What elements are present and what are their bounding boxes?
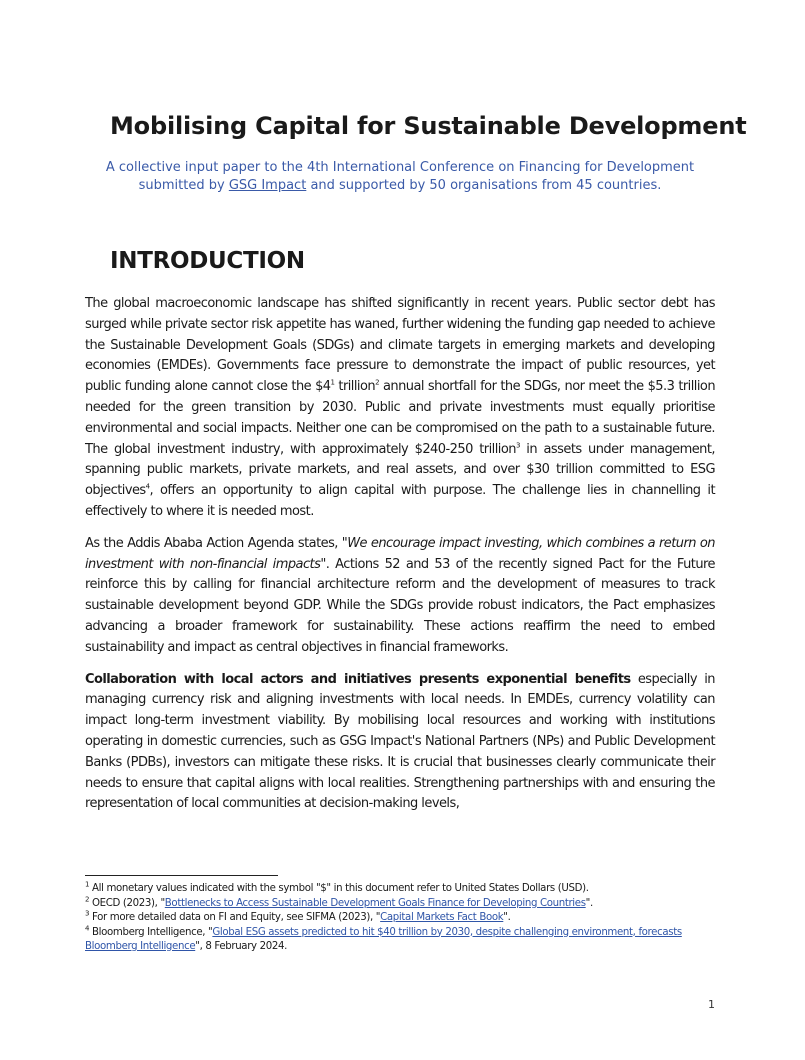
body-text xyxy=(85,294,715,826)
footnote-number: 4 xyxy=(85,924,90,933)
p1-text-4: in assets under management, spanning public markets, private markets, and real assets, and over $30 trillion committed to ESG objectives xyxy=(85,441,715,499)
footnote-divider xyxy=(85,875,278,876)
document-subtitle xyxy=(96,159,704,195)
footnote-text: ", 8 February 2024. xyxy=(195,941,288,952)
p3-bold-lead: Collaboration with local actors and initiatives presents exponential benefits xyxy=(85,671,631,687)
p1-text-3: annual shortfall for the SDGs, nor meet the $5.3 trillion needed for the green transition by 2030. Public and private investments must equally prioritise environmental and social impacts. Neither one can be compromised on the path to a sustainable future. The global investment industry, with approximately $240-250 trillion xyxy=(85,379,716,457)
p2-quote: We encourage impact investing, which combines a return on investment with non-financial impacts xyxy=(85,535,715,572)
p2-text-1: As the Addis Ababa Action Agenda states, " xyxy=(85,535,348,551)
footnote-ref-4[interactable]: 4 xyxy=(145,482,150,491)
footnote-ref-2[interactable]: 2 xyxy=(375,378,379,387)
p1-text-5: , offers an opportunity to align capital with purpose. The challenge lies in channelling it effectively to where it is needed most. xyxy=(85,483,715,519)
subtitle-pre-link: submitted by xyxy=(138,178,229,193)
footnote-3 xyxy=(85,911,715,926)
footnote-4-link[interactable]: Global ESG assets predicted to hit $40 trillion by 2030, despite challenging environment, forecasts Bloomberg Intelligence xyxy=(85,926,682,952)
footnote-number: 2 xyxy=(85,895,90,904)
footnote-text: Bloomberg Intelligence, " xyxy=(92,926,213,938)
p1-text-2: trillion xyxy=(334,379,376,395)
p1-text-1: The global macroeconomic landscape has shifted significantly in recent years. Public sector debt has surged while private sector risk appetite has waned, further widening the funding gap needed to achieve the Sustainable Development Goals (SDGs) and climate targets in emerging markets and developing economies (EMDEs). Governments face pressure to demonstrate the impact of public resources, yet public funding alone cannot close the $4 xyxy=(85,296,715,395)
footnote-number: 1 xyxy=(85,880,90,889)
footnote-2 xyxy=(85,897,715,912)
footnote-1 xyxy=(85,882,715,897)
footnote-text: For more detailed data on FI and Equity, see SIFMA (2023), " xyxy=(92,912,381,923)
footnote-text: ". xyxy=(585,897,593,909)
footnote-ref-1[interactable]: 1 xyxy=(330,378,335,387)
footnote-text: ". xyxy=(503,912,511,923)
gsg-impact-link[interactable]: GSG Impact xyxy=(228,178,307,193)
page-number: 1 xyxy=(708,998,715,1011)
subtitle-post-link: and supported by 50 organisations from 45 countries. xyxy=(306,178,662,193)
paragraph-3 xyxy=(85,670,715,816)
footnotes xyxy=(85,882,715,955)
p3-text: especially in managing currency risk and aligning investments with local needs. In EMDEs, currency volatility can impact long-term investment viability. By mobilising local resources and working with institutions operating in domestic currencies, such as GSG Impact's National Partners (NPs) and Public Development Banks (PDBs), investors can mitigate these risks. It is crucial that businesses clearly communicate their needs to ensure that capital aligns with local realities. Strengthening partnerships with and ensuring the representation of local communities at decision-making levels, xyxy=(85,671,715,812)
footnote-ref-3[interactable]: 3 xyxy=(515,441,520,450)
footnote-2-link[interactable]: Bottlenecks to Access Sustainable Development Goals Finance for Developing Countries xyxy=(164,897,586,909)
footnote-3-link[interactable]: Capital Markets Fact Book xyxy=(380,912,504,923)
footnote-number: 3 xyxy=(85,909,90,918)
footnote-text: All monetary values indicated with the symbol "$" in this document refer to United States Dollars (USD). xyxy=(92,883,589,894)
document-title: Mobilising Capital for Sustainable Development xyxy=(110,112,747,140)
paragraph-1 xyxy=(85,294,715,523)
footnote-text: OECD (2023), " xyxy=(92,897,165,909)
footnote-4 xyxy=(85,926,715,955)
subtitle-line-1: A collective input paper to the 4th International Conference on Financing for Development xyxy=(105,160,695,175)
p2-text-2: ". Actions 52 and 53 of the recently signed Pact for the Future reinforce this by calling for financial architecture reform and the development of measures to track sustainable development beyond GDP. While the SDGs provide robust indicators, the Pact emphasizes advancing a broader framework for sustainability. These actions reaffirm the need to embed sustainability and impact as central objectives in financial frameworks. xyxy=(85,556,715,655)
paragraph-2 xyxy=(85,534,715,659)
section-heading-introduction: INTRODUCTION xyxy=(110,248,305,274)
